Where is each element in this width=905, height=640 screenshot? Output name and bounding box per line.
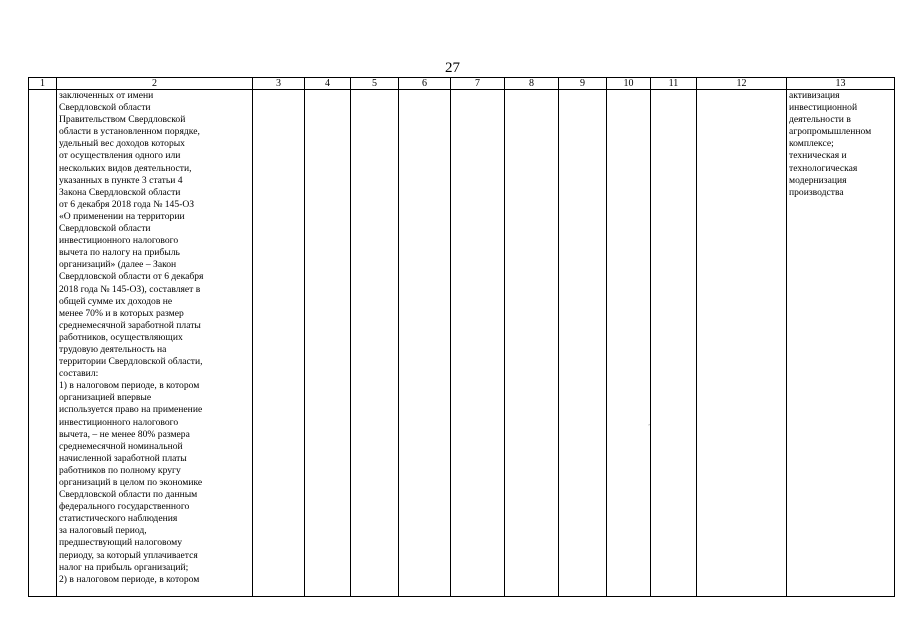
text-line: вычета по налогу на прибыль <box>59 247 180 259</box>
text-line: инвестиционного налогового <box>59 416 179 428</box>
column-header: 3 <box>253 78 305 90</box>
text-line: начисленной заработной платы <box>59 452 187 464</box>
scan-speck: ’ <box>648 424 650 430</box>
table-cell-col12 <box>697 90 787 597</box>
page-number: 27 <box>445 60 460 76</box>
text-line: Свердловской области <box>59 223 151 235</box>
text-line: инвестиционной <box>789 102 858 114</box>
text-line: организаций» (далее – Закон <box>59 259 177 271</box>
table-cell-col2 <box>57 90 253 597</box>
text-line: комплексе; <box>789 138 834 150</box>
column-header: 12 <box>697 78 787 90</box>
text-line: нескольких видов деятельности, <box>59 162 192 174</box>
text-line: среднемесячной заработной платы <box>59 319 201 331</box>
column-header: 11 <box>651 78 697 90</box>
text-line: среднемесячной номинальной <box>59 440 183 452</box>
text-line: составил: <box>59 368 99 380</box>
table-row <box>29 90 895 597</box>
text-line: деятельности в <box>789 114 851 126</box>
text-line: Правительством Свердловской <box>59 114 186 126</box>
text-line: вычета, – не менее 80% размера <box>59 428 190 440</box>
text-line: активизация <box>789 90 840 101</box>
text-line: 2018 года № 145-ОЗ), составляет в <box>59 283 201 295</box>
column-header: 5 <box>351 78 399 90</box>
header-row <box>29 78 895 90</box>
text-line: менее 70% и в которых размер <box>59 307 184 319</box>
text-line: от 6 декабря 2018 года № 145-ОЗ <box>59 198 195 210</box>
table-cell-col4 <box>305 90 351 597</box>
text-line: трудовую деятельность на <box>59 343 167 355</box>
description-text <box>59 90 250 586</box>
column-header: 8 <box>505 78 559 90</box>
column-header: 13 <box>787 78 895 90</box>
text-line: территории Свердловской области, <box>59 356 203 368</box>
text-line: области в установленном порядке, <box>59 126 200 138</box>
table-cell-col8 <box>505 90 559 597</box>
text-line: Закона Свердловской области <box>59 186 181 198</box>
text-line: техническая и <box>789 150 847 162</box>
data-table <box>28 77 895 597</box>
table-cell-col6 <box>399 90 451 597</box>
table-cell-col5 <box>351 90 399 597</box>
text-line: заключенных от имени <box>59 90 154 101</box>
text-line: Свердловской области от 6 декабря <box>59 271 204 283</box>
text-line: работников, осуществляющих <box>59 331 183 343</box>
column-header: 1 <box>29 78 57 90</box>
text-line: общей сумме их доходов не <box>59 295 173 307</box>
text-line: технологическая <box>789 162 858 174</box>
text-line: Свердловской области по данным <box>59 489 198 501</box>
column-header: 2 <box>57 78 253 90</box>
text-line: производства <box>789 186 844 198</box>
text-line: предшествующий налоговому <box>59 537 182 549</box>
text-line: организаций в целом по экономике <box>59 477 203 488</box>
text-line: «О применении на территории <box>59 210 185 222</box>
text-line: 2) в налоговом периоде, в котором <box>59 573 200 585</box>
text-line: налог на прибыль организаций; <box>59 561 189 573</box>
text-line: 1) в налоговом периоде, в котором <box>59 380 200 392</box>
text-line: инвестиционного налогового <box>59 235 179 247</box>
text-line: федерального государственного <box>59 501 190 513</box>
column-header: 4 <box>305 78 351 90</box>
table-cell-col11 <box>651 90 697 597</box>
text-line: удельный вес доходов которых <box>59 138 185 150</box>
column-header: 10 <box>607 78 651 90</box>
column-header: 7 <box>451 78 505 90</box>
text-line: Свердловской области <box>59 102 151 114</box>
table-cell-col9 <box>559 90 607 597</box>
text-line: работников по полному кругу <box>59 464 181 476</box>
table-cell-col1 <box>29 90 57 597</box>
column-header: 6 <box>399 78 451 90</box>
text-line: агропромышленном <box>789 126 872 138</box>
text-line: периоду, за который уплачивается <box>59 549 198 561</box>
table-cell-col13 <box>787 90 895 597</box>
table-cell-col3 <box>253 90 305 597</box>
table-cell-col7 <box>451 90 505 597</box>
measures-text <box>789 90 892 199</box>
text-line: указанных в пункте 3 статьи 4 <box>59 174 183 186</box>
text-line: модернизация <box>789 174 847 186</box>
table-cell-col10 <box>607 90 651 597</box>
text-line: от осуществления одного или <box>59 150 181 162</box>
text-line: используется право на применение <box>59 404 203 416</box>
column-header: 9 <box>559 78 607 90</box>
text-line: за налоговый период, <box>59 525 147 537</box>
text-line: статистического наблюдения <box>59 513 178 525</box>
text-line: организацией впервые <box>59 392 152 404</box>
